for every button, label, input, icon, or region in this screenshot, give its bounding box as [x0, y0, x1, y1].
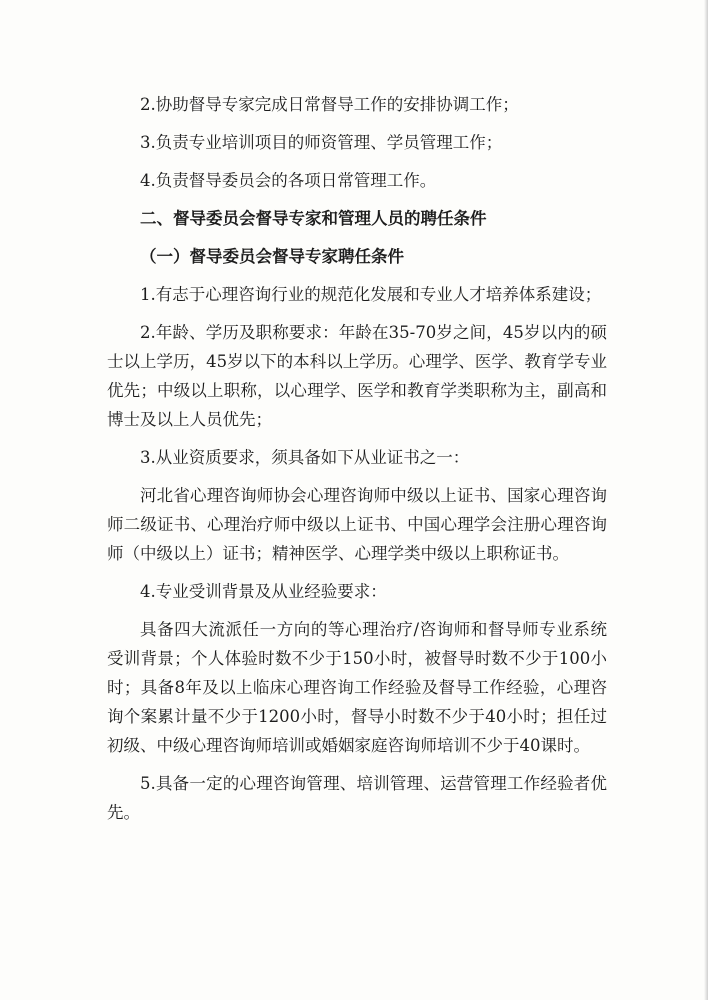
paragraph-condition-2: 2.年龄、学历及职称要求：年龄在35-70岁之间，45岁以内的硕士以上学历，45岁以下的本科以上学历。心理学、医学、教育学专业优先；中级以上职称，以心理学、医学和教育学类职称为主，副高和博士及以上人员优先；: [107, 323, 607, 429]
paragraph-duty-3: 3.负责专业培训项目的师资管理、学员管理工作；: [140, 133, 503, 152]
scan-edge-shadow: [704, 0, 708, 1000]
paragraph-training-background: 具备四大流派任一方向的等心理治疗/咨询师和督导师专业系统受训背景；个人体验时数不少于150小时，被督导时数不少于100小时；具备8年及以上临床心理咨询工作经验及督导工作经验，心理咨询个案累计量不少于1200小时，督导小时数不少于40小时；担任过初级、中级心理咨询师培训或婚姻家庭咨询师培训不少于40课时。: [107, 620, 607, 755]
paragraph-certificates: 河北省心理咨询师协会心理咨询师中级以上证书、国家心理咨询师二级证书、心理治疗师中级以上证书、中国心理学会注册心理咨询师（中级以上）证书；精神医学、心理学类中级以上职称证书。: [107, 486, 607, 563]
paragraph-condition-1: 1.有志于心理咨询行业的规范化发展和专业人才培养体系建设；: [140, 285, 602, 304]
document-body: [107, 90, 607, 827]
paragraph-condition-3: 3.从业资质要求，须具备如下从业证书之一：: [140, 448, 470, 467]
paragraph-duty-2: 2.协助督导专家完成日常督导工作的安排协调工作；: [140, 95, 519, 114]
subsection-heading: （一）督导委员会督导专家聘任条件: [140, 247, 404, 266]
section-heading: 二、督导委员会督导专家和管理人员的聘任条件: [140, 209, 487, 228]
paragraph-condition-4: 4.专业受训背景及从业经验要求：: [140, 582, 387, 601]
paragraph-condition-5: 5.具备一定的心理咨询管理、培训管理、运营管理工作经验者优先。: [107, 774, 607, 822]
paragraph-duty-4: 4.负责督导委员会的各项日常管理工作。: [140, 171, 437, 190]
